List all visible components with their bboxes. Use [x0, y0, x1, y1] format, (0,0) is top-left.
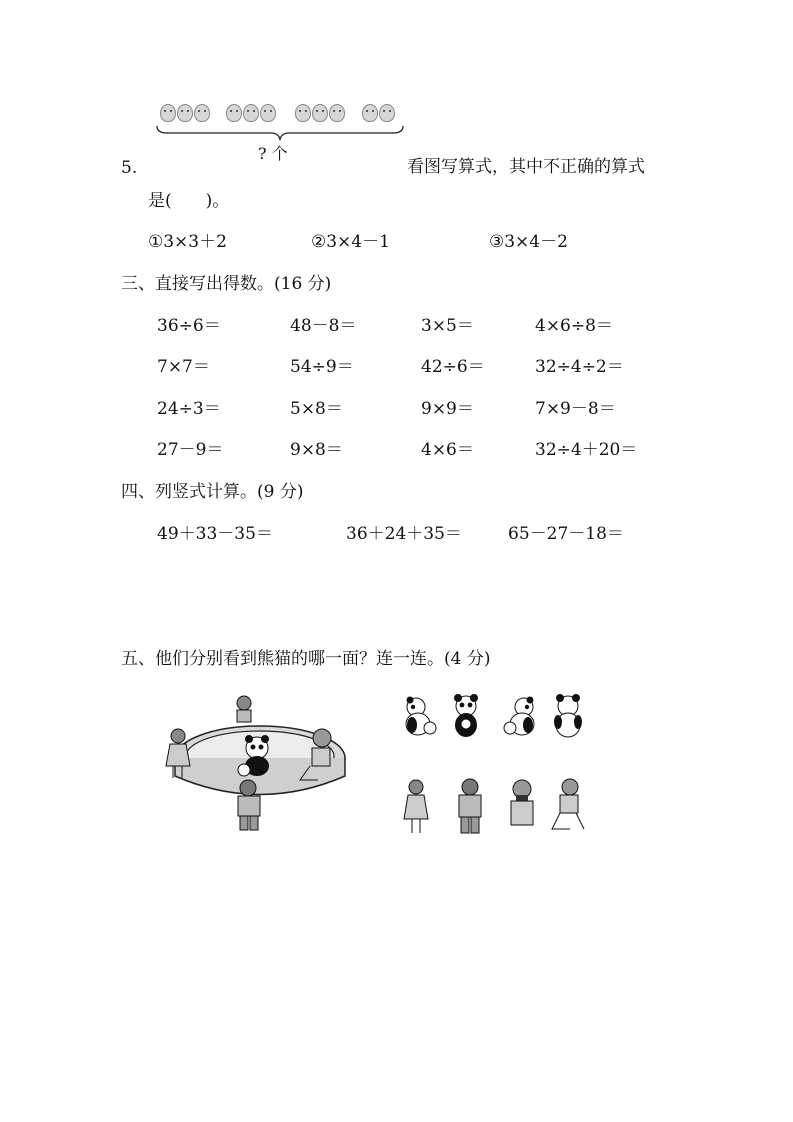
panda-views-illustration	[400, 692, 590, 742]
calc-item: 7×9－8＝	[535, 399, 616, 419]
calc-item: 4×6÷8＝	[535, 316, 613, 336]
calc-item: 48－8＝	[290, 316, 357, 336]
chick-icon	[243, 104, 259, 122]
calc-item: 54÷9＝	[290, 357, 354, 377]
option-3: ③3×4－2	[489, 232, 568, 252]
calc-item: 32÷4÷2＝	[535, 357, 624, 377]
calc-item: 4×6＝	[421, 440, 474, 460]
chick-icon	[329, 104, 345, 122]
question-stem-line1: 看图写算式，其中不正确的算式	[407, 157, 645, 177]
boy-back-icon	[459, 779, 481, 833]
section-3-heading: 三、直接写出得数。(16 分)	[121, 274, 332, 294]
vertical-calc-item: 65－27－18＝	[508, 524, 624, 544]
option-2: ②3×4－1	[311, 232, 390, 252]
brace-icon	[155, 124, 405, 144]
vertical-calc-item: 49＋33－35＝	[157, 524, 273, 544]
chick-icon	[160, 104, 176, 122]
calc-item: 9×9＝	[421, 399, 474, 419]
panda-side-left-icon	[406, 697, 436, 736]
chick-icon	[312, 104, 328, 122]
panda-back-icon	[554, 694, 582, 737]
calc-item: 32÷4＋20＝	[535, 440, 638, 460]
section-4-heading: 四、列竖式计算。(9 分)	[121, 482, 304, 502]
option-1: ①3×3＋2	[148, 232, 227, 252]
chick-icon	[295, 104, 311, 122]
chick-icon	[260, 104, 276, 122]
kneeling-child-icon	[552, 779, 584, 829]
chick-icon	[177, 104, 193, 122]
chick-icon	[379, 104, 395, 122]
calc-item: 42÷6＝	[421, 357, 485, 377]
calc-item: 7×7＝	[157, 357, 210, 377]
scene-illustration	[160, 688, 360, 838]
children-illustration	[400, 775, 595, 837]
chick-icon	[226, 104, 242, 122]
boy-front-icon	[511, 780, 533, 825]
vertical-calc-item: 36＋24＋35＝	[346, 524, 462, 544]
calc-item: 27－9＝	[157, 440, 224, 460]
section-5-heading: 五、他们分别看到熊猫的哪一面？连一连。(4 分)	[121, 649, 491, 669]
calc-item: 36÷6＝	[157, 316, 221, 336]
panda-side-right-icon	[504, 697, 534, 736]
question-stem-line2: 是( )。	[148, 191, 230, 211]
chick-icon	[362, 104, 378, 122]
chick-icon	[194, 104, 210, 122]
panda-front-icon	[454, 694, 478, 737]
question-number: 5.	[121, 158, 138, 178]
calc-item: 5×8＝	[290, 399, 343, 419]
brace-label: ? 个	[258, 144, 288, 163]
calc-item: 9×8＝	[290, 440, 343, 460]
calc-item: 3×5＝	[421, 316, 474, 336]
calc-item: 24÷3＝	[157, 399, 221, 419]
girl-icon	[404, 780, 428, 833]
